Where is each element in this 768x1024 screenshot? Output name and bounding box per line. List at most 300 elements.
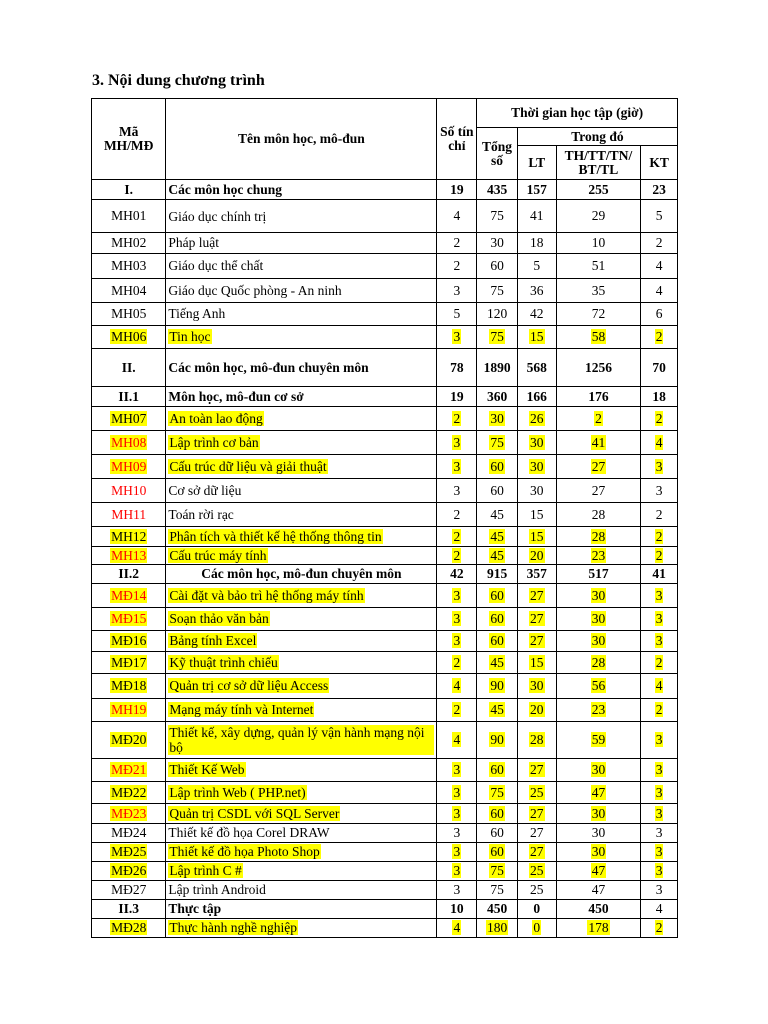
cell-kt-text: 3 bbox=[655, 587, 663, 603]
cell-name bbox=[166, 527, 437, 547]
cell-code-text: MĐ28 bbox=[111, 920, 147, 935]
cell-total-text: 180 bbox=[486, 920, 508, 935]
cell-code bbox=[92, 759, 166, 782]
cell-total bbox=[477, 387, 518, 407]
cell-name-text: Môn học, mô-đun cơ sở bbox=[168, 388, 304, 404]
cell-code bbox=[92, 674, 166, 699]
cell-kt-text: 3 bbox=[655, 611, 663, 626]
cell-kt bbox=[641, 503, 678, 527]
cell-lt-text: 28 bbox=[530, 732, 544, 747]
cell-total bbox=[477, 881, 518, 900]
cell-practice-text: 176 bbox=[588, 388, 609, 404]
cell-total-text: 45 bbox=[490, 654, 504, 670]
cell-name bbox=[166, 431, 437, 455]
cell-lt-text: 30 bbox=[530, 434, 544, 450]
cell-credits-text: 5 bbox=[453, 306, 461, 321]
cell-practice bbox=[556, 652, 641, 674]
cell-practice-text: 51 bbox=[591, 258, 606, 273]
cell-credits-text: 2 bbox=[453, 235, 461, 250]
cell-name bbox=[166, 608, 437, 631]
table-row bbox=[92, 407, 678, 431]
cell-practice-text: 517 bbox=[588, 566, 609, 581]
cell-practice bbox=[556, 584, 641, 608]
table-row bbox=[92, 919, 678, 938]
cell-practice-text: 28 bbox=[591, 506, 606, 522]
cell-code bbox=[92, 233, 166, 254]
cell-total-text: 60 bbox=[490, 633, 504, 648]
cell-name bbox=[166, 233, 437, 254]
table-row bbox=[92, 431, 678, 455]
cell-code-text: MĐ20 bbox=[111, 732, 147, 747]
cell-total bbox=[477, 722, 518, 759]
table-row bbox=[92, 759, 678, 782]
cell-name bbox=[166, 407, 437, 431]
cell-practice-text: 27 bbox=[591, 458, 606, 474]
header-practice: TH/TT/TN/ BT/TL bbox=[556, 146, 641, 180]
cell-lt bbox=[517, 608, 556, 631]
cell-kt-text: 3 bbox=[655, 784, 663, 800]
cell-practice-text: 29 bbox=[591, 208, 606, 223]
cell-credits bbox=[437, 200, 477, 233]
cell-name-text: Các môn học, mô-đun chuyên môn bbox=[168, 359, 369, 375]
cell-practice bbox=[556, 431, 641, 455]
cell-total-text: 450 bbox=[486, 901, 508, 916]
cell-kt-text: 4 bbox=[655, 282, 663, 298]
cell-kt bbox=[641, 722, 678, 759]
cell-practice-text: 10 bbox=[591, 235, 606, 250]
cell-code-text: MĐ26 bbox=[111, 863, 147, 878]
cell-kt-text: 4 bbox=[655, 678, 663, 693]
cell-lt-text: 18 bbox=[530, 235, 544, 250]
cell-kt bbox=[641, 674, 678, 699]
header-of-which: Trong đó bbox=[517, 128, 677, 146]
cell-code bbox=[92, 407, 166, 431]
cell-name bbox=[166, 722, 437, 759]
cell-name-text: Cơ sở dữ liệu bbox=[168, 482, 242, 498]
cell-name bbox=[166, 674, 437, 699]
cell-kt-text: 3 bbox=[655, 732, 663, 747]
cell-code-text: MH01 bbox=[111, 208, 147, 223]
cell-kt bbox=[641, 881, 678, 900]
cell-kt bbox=[641, 699, 678, 722]
cell-total-text: 30 bbox=[490, 235, 504, 250]
table-row bbox=[92, 804, 678, 824]
cell-code-text: II.1 bbox=[118, 388, 140, 404]
cell-total-text: 45 bbox=[490, 528, 504, 544]
cell-code bbox=[92, 431, 166, 455]
cell-code-text: MH19 bbox=[111, 702, 147, 717]
cell-practice-text: 41 bbox=[591, 434, 606, 450]
cell-name-text: Thiết kế, xây dựng, quản lý vận hành mạng nội bộ bbox=[168, 725, 434, 755]
cell-credits-text: 3 bbox=[453, 482, 461, 498]
cell-total bbox=[477, 254, 518, 279]
cell-credits bbox=[437, 722, 477, 759]
cell-lt-text: 26 bbox=[530, 410, 544, 426]
cell-name bbox=[166, 900, 437, 919]
cell-code bbox=[92, 279, 166, 303]
header-kt: KT bbox=[641, 146, 678, 180]
cell-code bbox=[92, 349, 166, 387]
cell-code bbox=[92, 479, 166, 503]
cell-code-text: MH09 bbox=[111, 458, 147, 474]
cell-practice-text: 30 bbox=[591, 611, 606, 626]
cell-kt bbox=[641, 843, 678, 862]
cell-code bbox=[92, 881, 166, 900]
table-row bbox=[92, 652, 678, 674]
cell-lt bbox=[517, 674, 556, 699]
cell-kt-text: 3 bbox=[655, 863, 663, 878]
cell-practice bbox=[556, 254, 641, 279]
cell-name-text: Thiết kế đồ họa Corel DRAW bbox=[168, 825, 330, 840]
cell-code-text: I. bbox=[124, 181, 134, 197]
cell-total bbox=[477, 200, 518, 233]
cell-total-text: 360 bbox=[486, 388, 508, 404]
cell-credits bbox=[437, 387, 477, 407]
cell-kt bbox=[641, 584, 678, 608]
table-row bbox=[92, 279, 678, 303]
cell-kt bbox=[641, 547, 678, 565]
cell-practice bbox=[556, 843, 641, 862]
cell-lt-text: 20 bbox=[530, 702, 544, 717]
cell-total bbox=[477, 652, 518, 674]
cell-lt bbox=[517, 881, 556, 900]
cell-name bbox=[166, 279, 437, 303]
cell-lt-text: 27 bbox=[530, 825, 544, 840]
cell-kt bbox=[641, 326, 678, 349]
cell-credits-text: 3 bbox=[453, 825, 461, 840]
cell-practice-text: 47 bbox=[591, 863, 606, 878]
cell-credits-text: 19 bbox=[450, 388, 464, 404]
cell-name bbox=[166, 455, 437, 479]
cell-kt bbox=[641, 759, 678, 782]
cell-code bbox=[92, 326, 166, 349]
table-row bbox=[92, 180, 678, 200]
cell-practice bbox=[556, 527, 641, 547]
cell-practice bbox=[556, 479, 641, 503]
header-total: Tổng số bbox=[477, 128, 518, 180]
cell-lt-text: 27 bbox=[530, 805, 544, 821]
cell-name bbox=[166, 584, 437, 608]
table-row bbox=[92, 631, 678, 652]
cell-total bbox=[477, 503, 518, 527]
cell-kt bbox=[641, 527, 678, 547]
cell-name-text: Lập trình C # bbox=[169, 863, 242, 878]
cell-code-text: MH03 bbox=[111, 258, 147, 273]
cell-credits bbox=[437, 455, 477, 479]
cell-total bbox=[477, 547, 518, 565]
cell-credits-text: 3 bbox=[453, 784, 461, 800]
cell-practice-text: 178 bbox=[588, 920, 609, 935]
table-row bbox=[92, 200, 678, 233]
cell-credits bbox=[437, 919, 477, 938]
cell-lt-text: 25 bbox=[530, 784, 544, 800]
cell-name-text: Bảng tính Excel bbox=[169, 633, 257, 648]
cell-credits-text: 10 bbox=[450, 901, 464, 916]
cell-code bbox=[92, 631, 166, 652]
cell-kt-text: 6 bbox=[655, 306, 663, 321]
cell-lt bbox=[517, 804, 556, 824]
cell-name-text: Soạn thảo văn bản bbox=[169, 611, 269, 626]
cell-total bbox=[477, 804, 518, 824]
cell-name-text: Giáo dục Quốc phòng - An ninh bbox=[168, 282, 342, 298]
cell-code bbox=[92, 503, 166, 527]
cell-code-text: MĐ24 bbox=[111, 825, 147, 840]
cell-practice bbox=[556, 180, 641, 200]
cell-name bbox=[166, 387, 437, 407]
cell-name bbox=[166, 254, 437, 279]
cell-code-text: MĐ22 bbox=[111, 784, 147, 800]
cell-total bbox=[477, 431, 518, 455]
cell-lt-text: 15 bbox=[530, 506, 544, 522]
table-row bbox=[92, 608, 678, 631]
cell-total bbox=[477, 900, 518, 919]
cell-lt bbox=[517, 349, 556, 387]
cell-code-text: MĐ25 bbox=[111, 844, 147, 859]
cell-code bbox=[92, 303, 166, 326]
cell-total-text: 60 bbox=[490, 825, 504, 840]
cell-code bbox=[92, 919, 166, 938]
cell-total-text: 1890 bbox=[483, 359, 511, 375]
cell-lt-text: 27 bbox=[530, 844, 544, 859]
cell-lt-text: 5 bbox=[533, 258, 541, 273]
cell-code bbox=[92, 652, 166, 674]
cell-name-text: An toàn lao động bbox=[169, 410, 263, 426]
cell-practice-text: 30 bbox=[591, 844, 606, 859]
cell-name-text: Các môn học chung bbox=[168, 181, 283, 197]
cell-code-text: MH04 bbox=[111, 282, 147, 298]
cell-lt bbox=[517, 303, 556, 326]
cell-kt-text: 2 bbox=[655, 654, 663, 670]
cell-lt bbox=[517, 431, 556, 455]
cell-lt-text: 41 bbox=[530, 208, 544, 223]
cell-lt-text: 0 bbox=[533, 920, 541, 935]
table-row bbox=[92, 455, 678, 479]
cell-practice bbox=[556, 881, 641, 900]
cell-code bbox=[92, 843, 166, 862]
cell-practice bbox=[556, 387, 641, 407]
cell-total-text: 60 bbox=[490, 458, 504, 474]
cell-lt bbox=[517, 824, 556, 843]
cell-total-text: 75 bbox=[490, 282, 504, 298]
cell-credits bbox=[437, 824, 477, 843]
cell-total-text: 75 bbox=[490, 208, 504, 223]
cell-name-text: Cài đặt và bảo trì hệ thống máy tính bbox=[169, 587, 364, 603]
cell-credits-text: 3 bbox=[453, 805, 461, 821]
cell-kt bbox=[641, 279, 678, 303]
cell-total-text: 60 bbox=[490, 587, 504, 603]
cell-lt bbox=[517, 279, 556, 303]
cell-code-text: MH12 bbox=[111, 528, 147, 544]
cell-practice bbox=[556, 759, 641, 782]
cell-credits bbox=[437, 699, 477, 722]
table-row bbox=[92, 479, 678, 503]
table-row bbox=[92, 349, 678, 387]
cell-practice bbox=[556, 279, 641, 303]
cell-credits bbox=[437, 303, 477, 326]
cell-name-text: Kỹ thuật trình chiếu bbox=[169, 654, 278, 670]
cell-name bbox=[166, 547, 437, 565]
table-row bbox=[92, 254, 678, 279]
cell-lt-text: 25 bbox=[530, 882, 544, 897]
cell-practice bbox=[556, 782, 641, 804]
cell-total bbox=[477, 455, 518, 479]
cell-lt bbox=[517, 699, 556, 722]
cell-total bbox=[477, 674, 518, 699]
cell-kt-text: 3 bbox=[655, 633, 663, 648]
cell-practice bbox=[556, 503, 641, 527]
cell-practice bbox=[556, 326, 641, 349]
cell-name bbox=[166, 843, 437, 862]
cell-total-text: 45 bbox=[490, 702, 504, 717]
cell-name-text: Thiết kế đồ họa Photo Shop bbox=[169, 844, 320, 859]
cell-name bbox=[166, 326, 437, 349]
cell-lt bbox=[517, 479, 556, 503]
cell-code-text: MĐ14 bbox=[111, 587, 147, 603]
cell-kt bbox=[641, 180, 678, 200]
cell-kt-text: 3 bbox=[655, 762, 663, 777]
cell-kt bbox=[641, 608, 678, 631]
cell-total bbox=[477, 326, 518, 349]
cell-lt-text: 30 bbox=[530, 482, 544, 498]
cell-credits-text: 78 bbox=[450, 359, 464, 375]
cell-lt bbox=[517, 200, 556, 233]
cell-lt bbox=[517, 652, 556, 674]
table-row bbox=[92, 527, 678, 547]
cell-name-text: Quản trị CSDL với SQL Server bbox=[169, 805, 340, 821]
cell-name bbox=[166, 862, 437, 881]
cell-name bbox=[166, 349, 437, 387]
cell-total-text: 45 bbox=[490, 547, 504, 563]
cell-total-text: 30 bbox=[490, 410, 504, 426]
cell-credits bbox=[437, 608, 477, 631]
cell-kt-text: 4 bbox=[655, 258, 663, 273]
cell-total bbox=[477, 527, 518, 547]
cell-code bbox=[92, 584, 166, 608]
cell-credits bbox=[437, 759, 477, 782]
table-row bbox=[92, 233, 678, 254]
cell-kt bbox=[641, 479, 678, 503]
cell-credits bbox=[437, 804, 477, 824]
table-row bbox=[92, 900, 678, 919]
table-row bbox=[92, 843, 678, 862]
cell-credits bbox=[437, 527, 477, 547]
cell-total-text: 75 bbox=[490, 434, 504, 450]
cell-code-text: MH10 bbox=[111, 482, 147, 498]
cell-credits-text: 2 bbox=[453, 528, 461, 544]
cell-lt-text: 30 bbox=[530, 678, 544, 693]
cell-lt-text: 568 bbox=[526, 359, 547, 375]
cell-credits bbox=[437, 843, 477, 862]
cell-credits-text: 3 bbox=[453, 587, 461, 603]
cell-total bbox=[477, 303, 518, 326]
table-row bbox=[92, 824, 678, 843]
cell-lt bbox=[517, 631, 556, 652]
cell-practice-text: 23 bbox=[591, 547, 606, 563]
cell-lt bbox=[517, 900, 556, 919]
cell-lt bbox=[517, 782, 556, 804]
cell-name-text: Cấu trúc máy tính bbox=[169, 547, 267, 563]
header-credits: Số tín chỉ bbox=[437, 99, 477, 180]
cell-lt-text: 42 bbox=[530, 306, 544, 321]
cell-practice-text: 28 bbox=[591, 654, 606, 670]
cell-code bbox=[92, 565, 166, 584]
cell-total-text: 90 bbox=[490, 678, 504, 693]
cell-lt bbox=[517, 233, 556, 254]
cell-code-text: II.2 bbox=[118, 566, 140, 581]
cell-credits bbox=[437, 503, 477, 527]
table-row bbox=[92, 326, 678, 349]
cell-code bbox=[92, 804, 166, 824]
cell-lt bbox=[517, 584, 556, 608]
cell-name bbox=[166, 652, 437, 674]
cell-total bbox=[477, 180, 518, 200]
cell-lt-text: 15 bbox=[530, 654, 544, 670]
cell-practice-text: 47 bbox=[591, 882, 606, 897]
cell-credits-text: 2 bbox=[453, 410, 461, 426]
cell-total bbox=[477, 862, 518, 881]
cell-credits bbox=[437, 652, 477, 674]
cell-name-text: Pháp luật bbox=[168, 235, 220, 250]
cell-credits-text: 42 bbox=[450, 566, 464, 581]
cell-kt bbox=[641, 631, 678, 652]
cell-kt-text: 3 bbox=[655, 825, 663, 840]
cell-name-text: Giáo dục thể chất bbox=[168, 258, 264, 273]
table-row bbox=[92, 674, 678, 699]
cell-code-text: II. bbox=[121, 359, 136, 375]
cell-practice bbox=[556, 804, 641, 824]
cell-kt bbox=[641, 303, 678, 326]
cell-name bbox=[166, 699, 437, 722]
cell-kt-text: 4 bbox=[655, 901, 663, 916]
cell-practice bbox=[556, 233, 641, 254]
cell-kt-text: 2 bbox=[655, 547, 663, 563]
cell-kt-text: 2 bbox=[655, 528, 663, 544]
cell-practice-text: 30 bbox=[591, 825, 606, 840]
cell-practice-text: 56 bbox=[591, 678, 606, 693]
cell-credits bbox=[437, 565, 477, 584]
cell-lt bbox=[517, 387, 556, 407]
cell-practice bbox=[556, 608, 641, 631]
cell-credits-text: 4 bbox=[453, 208, 461, 223]
cell-lt bbox=[517, 527, 556, 547]
cell-total bbox=[477, 843, 518, 862]
cell-total-text: 60 bbox=[490, 482, 504, 498]
cell-code bbox=[92, 900, 166, 919]
cell-kt bbox=[641, 387, 678, 407]
cell-total-text: 75 bbox=[490, 329, 504, 344]
cell-practice-text: 58 bbox=[591, 329, 606, 344]
cell-code-text: MĐ16 bbox=[111, 633, 147, 648]
cell-total-text: 90 bbox=[490, 732, 504, 747]
cell-kt bbox=[641, 782, 678, 804]
cell-credits bbox=[437, 279, 477, 303]
cell-practice-text: 255 bbox=[588, 181, 609, 197]
cell-kt-text: 2 bbox=[655, 235, 663, 250]
cell-lt bbox=[517, 547, 556, 565]
table-row bbox=[92, 699, 678, 722]
cell-total bbox=[477, 407, 518, 431]
cell-kt-text: 18 bbox=[652, 388, 666, 404]
cell-kt bbox=[641, 804, 678, 824]
cell-credits bbox=[437, 431, 477, 455]
cell-code-text: MH06 bbox=[111, 329, 147, 344]
cell-code-text: MH08 bbox=[111, 434, 147, 450]
cell-total-text: 915 bbox=[486, 566, 508, 581]
cell-code bbox=[92, 387, 166, 407]
cell-name-text: Tin học bbox=[169, 329, 211, 344]
curriculum-table bbox=[91, 98, 678, 938]
cell-lt bbox=[517, 407, 556, 431]
